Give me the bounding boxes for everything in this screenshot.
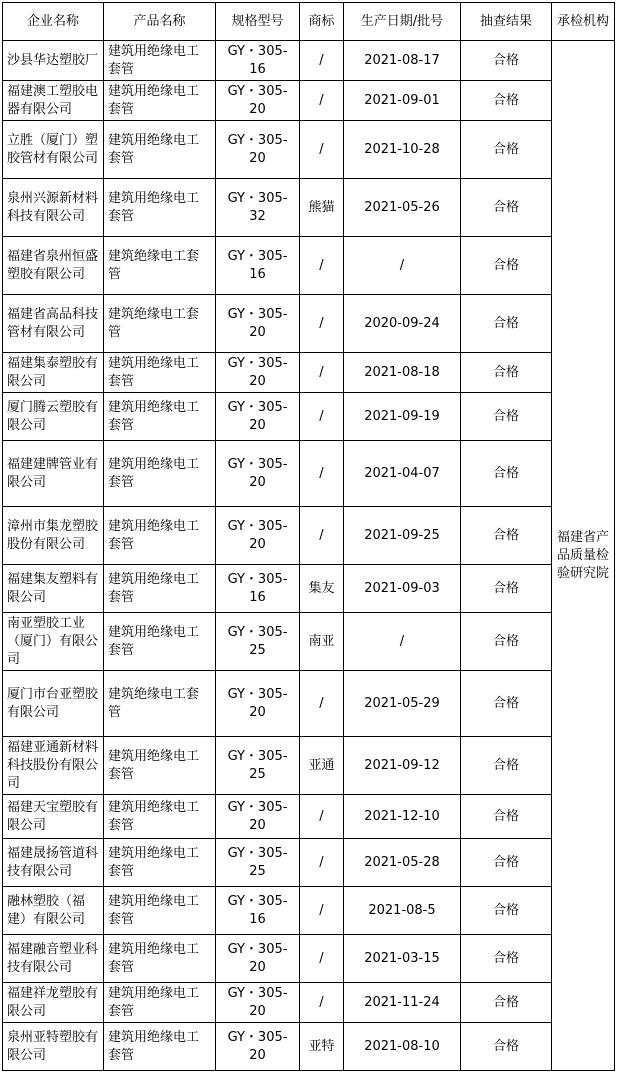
table-row <box>3 295 615 353</box>
table-row <box>3 613 615 671</box>
product-name-cell: 建筑用绝缘电工套管 <box>104 179 216 237</box>
table-row <box>3 41 615 81</box>
table-row <box>3 353 615 393</box>
inspection-org-cell: 福建省产品质量检验研究院 <box>552 41 615 1071</box>
table-body <box>3 41 615 1071</box>
result-cell: 合格 <box>461 737 552 795</box>
table-row <box>3 935 615 983</box>
spec-model-cell: GY・305-20 <box>216 295 300 353</box>
spec-model-cell: GY・305-20 <box>216 795 300 839</box>
result-cell: 合格 <box>461 1023 552 1071</box>
product-name-cell: 建筑用绝缘电工套管 <box>104 839 216 887</box>
product-name-cell: 建筑用绝缘电工套管 <box>104 353 216 393</box>
header-spec: 规格型号 <box>216 3 300 41</box>
production-date-cell: 2021-09-12 <box>344 737 461 795</box>
spec-model-cell: GY・305-16 <box>216 237 300 295</box>
production-date-cell: 2021-05-29 <box>344 671 461 737</box>
company-name-cell: 福建亚通新材料科技股份有限公司 <box>3 737 104 795</box>
brand-cell: / <box>300 81 344 121</box>
product-name-cell: 建筑用绝缘电工套管 <box>104 441 216 507</box>
spec-model-cell: GY・305-20 <box>216 393 300 441</box>
brand-cell: / <box>300 121 344 179</box>
spec-model-cell: GY・305-20 <box>216 121 300 179</box>
result-cell: 合格 <box>461 179 552 237</box>
brand-cell: / <box>300 839 344 887</box>
production-date-cell: 2021-08-10 <box>344 1023 461 1071</box>
product-name-cell: 建筑用绝缘电工套管 <box>104 81 216 121</box>
company-name-cell: 福建集泰塑胶有限公司 <box>3 353 104 393</box>
spec-model-cell: GY・305-20 <box>216 1023 300 1071</box>
product-name-cell: 建筑用绝缘电工套管 <box>104 983 216 1023</box>
production-date-cell: 2021-08-17 <box>344 41 461 81</box>
table-row <box>3 179 615 237</box>
production-date-cell: 2021-10-28 <box>344 121 461 179</box>
production-date-cell: / <box>344 237 461 295</box>
product-name-cell: 建筑用绝缘电工套管 <box>104 935 216 983</box>
table-row <box>3 121 615 179</box>
result-cell: 合格 <box>461 81 552 121</box>
company-name-cell: 南亚塑胶工业（厦门）有限公司 <box>3 613 104 671</box>
result-cell: 合格 <box>461 237 552 295</box>
company-name-cell: 福建建牌管业有限公司 <box>3 441 104 507</box>
production-date-cell: 2021-05-26 <box>344 179 461 237</box>
header-row <box>3 3 615 41</box>
spec-model-cell: GY・305-20 <box>216 507 300 565</box>
brand-cell: / <box>300 507 344 565</box>
production-date-cell: 2021-08-18 <box>344 353 461 393</box>
brand-cell: 南亚 <box>300 613 344 671</box>
production-date-cell: 2021-09-01 <box>344 81 461 121</box>
result-cell: 合格 <box>461 565 552 613</box>
result-cell: 合格 <box>461 41 552 81</box>
table-row <box>3 737 615 795</box>
table-row <box>3 565 615 613</box>
table-row <box>3 237 615 295</box>
brand-cell: / <box>300 441 344 507</box>
result-cell: 合格 <box>461 613 552 671</box>
production-date-cell: / <box>344 613 461 671</box>
production-date-cell: 2021-05-28 <box>344 839 461 887</box>
brand-cell: / <box>300 887 344 935</box>
product-name-cell: 建筑绝缘电工套管 <box>104 671 216 737</box>
table-row <box>3 839 615 887</box>
brand-cell: 亚通 <box>300 737 344 795</box>
result-cell: 合格 <box>461 671 552 737</box>
brand-cell: / <box>300 295 344 353</box>
brand-cell: 集友 <box>300 565 344 613</box>
inspection-results-table <box>2 2 615 1071</box>
header-date: 生产日期/批号 <box>344 3 461 41</box>
brand-cell: / <box>300 935 344 983</box>
result-cell: 合格 <box>461 839 552 887</box>
product-name-cell: 建筑用绝缘电工套管 <box>104 41 216 81</box>
brand-cell: 熊猫 <box>300 179 344 237</box>
result-cell: 合格 <box>461 441 552 507</box>
company-name-cell: 融林塑胶（福建）有限公司 <box>3 887 104 935</box>
spec-model-cell: GY・305-20 <box>216 983 300 1023</box>
product-name-cell: 建筑用绝缘电工套管 <box>104 121 216 179</box>
spec-model-cell: GY・305-16 <box>216 565 300 613</box>
brand-cell: / <box>300 41 344 81</box>
result-cell: 合格 <box>461 353 552 393</box>
brand-cell: / <box>300 983 344 1023</box>
spec-model-cell: GY・305-20 <box>216 81 300 121</box>
table-row <box>3 1023 615 1071</box>
product-name-cell: 建筑用绝缘电工套管 <box>104 737 216 795</box>
header-result: 抽查结果 <box>461 3 552 41</box>
spec-model-cell: GY・305-20 <box>216 671 300 737</box>
brand-cell: / <box>300 393 344 441</box>
header-org: 承检机构 <box>552 3 615 41</box>
production-date-cell: 2021-09-03 <box>344 565 461 613</box>
result-cell: 合格 <box>461 887 552 935</box>
header-brand: 商标 <box>300 3 344 41</box>
company-name-cell: 泉州兴源新材料科技有限公司 <box>3 179 104 237</box>
company-name-cell: 福建晟扬管道科技有限公司 <box>3 839 104 887</box>
table-row <box>3 983 615 1023</box>
brand-cell: / <box>300 671 344 737</box>
company-name-cell: 福建天宝塑胶有限公司 <box>3 795 104 839</box>
product-name-cell: 建筑用绝缘电工套管 <box>104 795 216 839</box>
product-name-cell: 建筑用绝缘电工套管 <box>104 507 216 565</box>
production-date-cell: 2021-09-19 <box>344 393 461 441</box>
spec-model-cell: GY・305-25 <box>216 613 300 671</box>
production-date-cell: 2020-09-24 <box>344 295 461 353</box>
production-date-cell: 2021-12-10 <box>344 795 461 839</box>
table-row <box>3 81 615 121</box>
table-row <box>3 441 615 507</box>
production-date-cell: 2021-11-24 <box>344 983 461 1023</box>
result-cell: 合格 <box>461 983 552 1023</box>
result-cell: 合格 <box>461 295 552 353</box>
production-date-cell: 2021-04-07 <box>344 441 461 507</box>
result-cell: 合格 <box>461 935 552 983</box>
company-name-cell: 立胜（厦门）塑胶管材有限公司 <box>3 121 104 179</box>
product-name-cell: 建筑用绝缘电工套管 <box>104 887 216 935</box>
company-name-cell: 漳州市集龙塑胶股份有限公司 <box>3 507 104 565</box>
production-date-cell: 2021-03-15 <box>344 935 461 983</box>
company-name-cell: 福建祥龙塑胶有限公司 <box>3 983 104 1023</box>
product-name-cell: 建筑绝缘电工套管 <box>104 295 216 353</box>
company-name-cell: 福建澳工塑胶电器有限公司 <box>3 81 104 121</box>
company-name-cell: 福建省泉州恒盛塑胶有限公司 <box>3 237 104 295</box>
company-name-cell: 厦门腾云塑胶有限公司 <box>3 393 104 441</box>
production-date-cell: 2021-08-5 <box>344 887 461 935</box>
company-name-cell: 福建融音塑业科技有限公司 <box>3 935 104 983</box>
spec-model-cell: GY・305-32 <box>216 179 300 237</box>
product-name-cell: 建筑用绝缘电工套管 <box>104 613 216 671</box>
table-row <box>3 507 615 565</box>
brand-cell: / <box>300 237 344 295</box>
brand-cell: 亚特 <box>300 1023 344 1071</box>
table-row <box>3 795 615 839</box>
brand-cell: / <box>300 353 344 393</box>
spec-model-cell: GY・305-20 <box>216 441 300 507</box>
spec-model-cell: GY・305-16 <box>216 887 300 935</box>
company-name-cell: 厦门市台亚塑胶有限公司 <box>3 671 104 737</box>
product-name-cell: 建筑用绝缘电工套管 <box>104 393 216 441</box>
company-name-cell: 福建集友塑料有限公司 <box>3 565 104 613</box>
production-date-cell: 2021-09-25 <box>344 507 461 565</box>
result-cell: 合格 <box>461 393 552 441</box>
product-name-cell: 建筑绝缘电工套管 <box>104 237 216 295</box>
company-name-cell: 泉州亚特塑胶有限公司 <box>3 1023 104 1071</box>
product-name-cell: 建筑用绝缘电工套管 <box>104 1023 216 1071</box>
result-cell: 合格 <box>461 795 552 839</box>
table-row <box>3 671 615 737</box>
spec-model-cell: GY・305-16 <box>216 41 300 81</box>
header-company: 企业名称 <box>3 3 104 41</box>
spec-model-cell: GY・305-25 <box>216 839 300 887</box>
result-cell: 合格 <box>461 121 552 179</box>
brand-cell: / <box>300 795 344 839</box>
spec-model-cell: GY・305-25 <box>216 737 300 795</box>
spec-model-cell: GY・305-20 <box>216 935 300 983</box>
table-row <box>3 393 615 441</box>
table-row <box>3 887 615 935</box>
company-name-cell: 沙县华达塑胶厂 <box>3 41 104 81</box>
company-name-cell: 福建省高品科技管材有限公司 <box>3 295 104 353</box>
header-product: 产品名称 <box>104 3 216 41</box>
result-cell: 合格 <box>461 507 552 565</box>
spec-model-cell: GY・305-20 <box>216 353 300 393</box>
product-name-cell: 建筑用绝缘电工套管 <box>104 565 216 613</box>
